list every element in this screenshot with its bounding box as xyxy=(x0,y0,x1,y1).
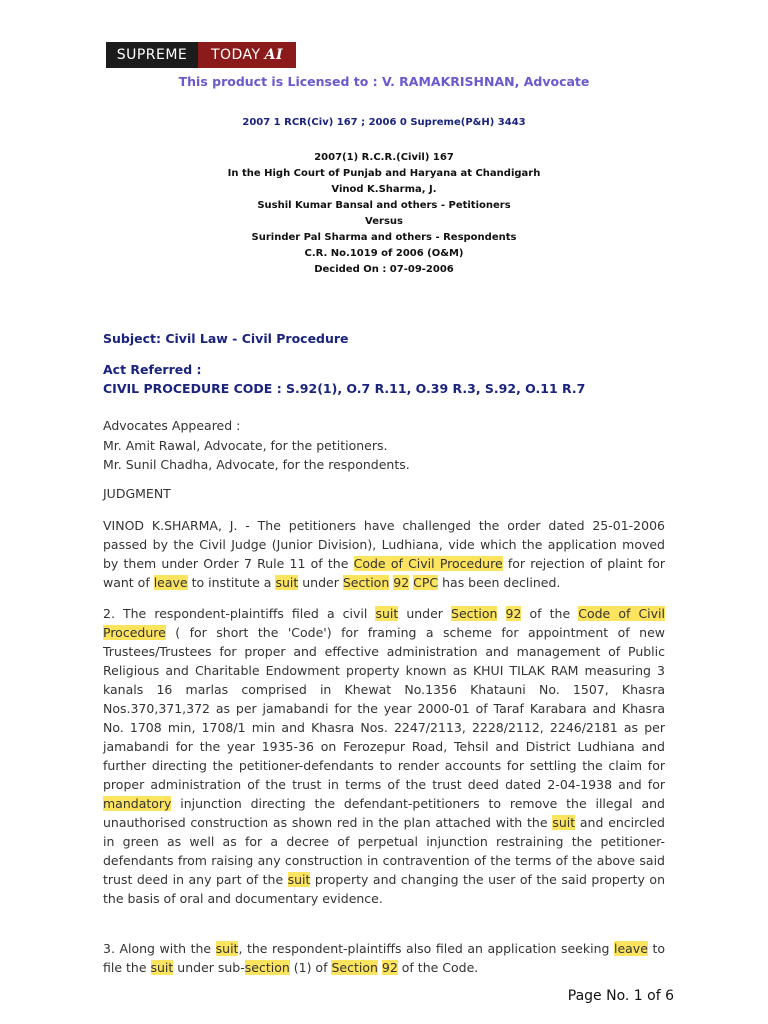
petitioner-advocate: Mr. Amit Rawal, Advocate, for the petitioners. xyxy=(103,437,388,453)
judge-name: Vinod K.Sharma, J. xyxy=(331,184,437,195)
highlighted-term: mandatory xyxy=(103,796,172,811)
paragraph-text: under sub- xyxy=(173,960,245,975)
highlighted-term: suit xyxy=(287,872,311,887)
highlighted-term: suit xyxy=(552,815,576,830)
logo-supreme: SUPREME xyxy=(106,42,198,68)
highlighted-term: CPC xyxy=(413,575,439,590)
highlighted-term: Section xyxy=(451,606,498,621)
highlighted-term: Section xyxy=(331,960,378,975)
respondent-advocate: Mr. Sunil Chadha, Advocate, for the respondents. xyxy=(103,457,410,472)
paragraph-text: and encircled in green as well as for a decree of perpetual injunction restraining the petitioner-defendants from raising any construction in contravention of the terms of the above said trust deed in any part of the xyxy=(103,815,665,887)
act-referred-value: CIVIL PROCEDURE CODE : S.92(1), O.7 R.11, O.39 R.3, S.92, O.11 R.7 xyxy=(103,381,586,396)
paragraph-text: under xyxy=(298,575,343,590)
judgment-heading: JUDGMENT xyxy=(103,486,171,501)
highlighted-term: 92 xyxy=(393,575,410,590)
paragraph-text: ( for short the 'Code') for framing a scheme for appointment of new Trustees/Trustees for proper and effective administration and management of Public Religious and Charitable Endowment property known as KHUI TILAK RAM measuring 3 kanals 16 marlas comprised in Khewat No.1356 Khatauni No. 1507, Khasra Nos.370,371,372 as per jamabandi for the year 2000-01 of Taraf Karabara and Khasra No. 1708 min, 1708/1 min and Khasra Nos. 2247/2113, 2228/2112, 2246/2181 as per jamabandi for the year 1935-36 on Ferozepur Road, Tehsil and District Ludhiana and further directing the petitioner-defendants to render accounts for settling the claim for proper administration of the trust in terms of the trust deed dated 2-04-1938 and for xyxy=(103,625,665,792)
petitioners: Sushil Kumar Bansal and others - Petitioners xyxy=(257,200,511,211)
highlighted-term: section xyxy=(244,960,290,975)
supreme-today-logo xyxy=(106,42,296,68)
advocates-label: Advocates Appeared : xyxy=(103,418,241,433)
act-referred-label: Act Referred : xyxy=(103,362,202,377)
paragraph-text: under xyxy=(398,606,452,621)
paragraph-text: , the respondent-plaintiffs also filed an application seeking xyxy=(238,941,614,956)
paragraph-text: VINOD K.SHARMA, J. - The petitioners have challenged the order dated 25-01-2006 passed by the Civil Judge (Junior Division), Ludhiana, vide which the application moved by them under Order 7 Rule 11 of the xyxy=(103,518,665,571)
paragraph-text: (1) of xyxy=(289,960,332,975)
license-notice: This product is Licensed to : V. RAMAKRISHNAN, Advocate xyxy=(178,74,590,89)
highlighted-term: suit xyxy=(375,606,399,621)
highlighted-term: Code of Civil Procedure xyxy=(353,556,503,571)
report-citation: 2007(1) R.C.R.(Civil) 167 xyxy=(314,152,454,163)
judgment-paragraph-1 xyxy=(103,516,665,592)
highlighted-term: Section xyxy=(342,575,390,590)
highlighted-term: 92 xyxy=(381,960,398,975)
paragraph-text: 3. Along with the xyxy=(103,941,216,956)
highlighted-term: Code of Civil Procedure xyxy=(103,606,665,640)
decided-on: Decided On : 07-09-2006 xyxy=(314,264,454,275)
case-number: C.R. No.1019 of 2006 (O&M) xyxy=(304,248,464,259)
logo-today-text: TODAY xyxy=(210,47,261,63)
highlighted-term: leave xyxy=(613,941,648,956)
judgment-paragraph-2 xyxy=(103,604,665,908)
court-name: In the High Court of Punjab and Haryana at Chandigarh xyxy=(227,168,541,179)
advocates-block xyxy=(103,416,410,475)
case-header xyxy=(0,150,768,278)
logo-ai-text: AI xyxy=(264,47,284,63)
highlighted-term: suit xyxy=(275,575,299,590)
highlighted-term: leave xyxy=(153,575,188,590)
paragraph-text: property and changing the user of the said property on the basis of oral and documentary evidence. xyxy=(103,872,665,906)
paragraph-text xyxy=(497,606,505,621)
paragraph-text: for rejection of plaint for want of xyxy=(103,556,665,590)
paragraph-text: to file the xyxy=(103,941,665,975)
subject-heading: Subject: Civil Law - Civil Procedure xyxy=(103,331,349,346)
highlighted-term: 92 xyxy=(505,606,522,621)
paragraph-text: of the Code. xyxy=(397,960,479,975)
logo-today xyxy=(198,42,296,68)
paragraph-text: has been declined. xyxy=(438,575,561,590)
paragraph-text: injunction directing the defendant-petitioners to remove the illegal and unauthorised construction as shown red in the plan attached with the xyxy=(103,796,665,830)
paragraph-text: 2. The respondent-plaintiffs filed a civil xyxy=(103,606,376,621)
highlighted-term: suit xyxy=(215,941,239,956)
page-number: Page No. 1 of 6 xyxy=(567,988,674,1004)
highlighted-term: suit xyxy=(150,960,174,975)
case-citation: 2007 1 RCR(Civ) 167 ; 2006 0 Supreme(P&H) 3443 xyxy=(242,117,526,128)
versus: Versus xyxy=(365,216,403,227)
paragraph-text: to institute a xyxy=(187,575,276,590)
judgment-paragraph-3 xyxy=(103,939,665,977)
respondents: Surinder Pal Sharma and others - Respondents xyxy=(251,232,517,243)
paragraph-text: of the xyxy=(521,606,579,621)
